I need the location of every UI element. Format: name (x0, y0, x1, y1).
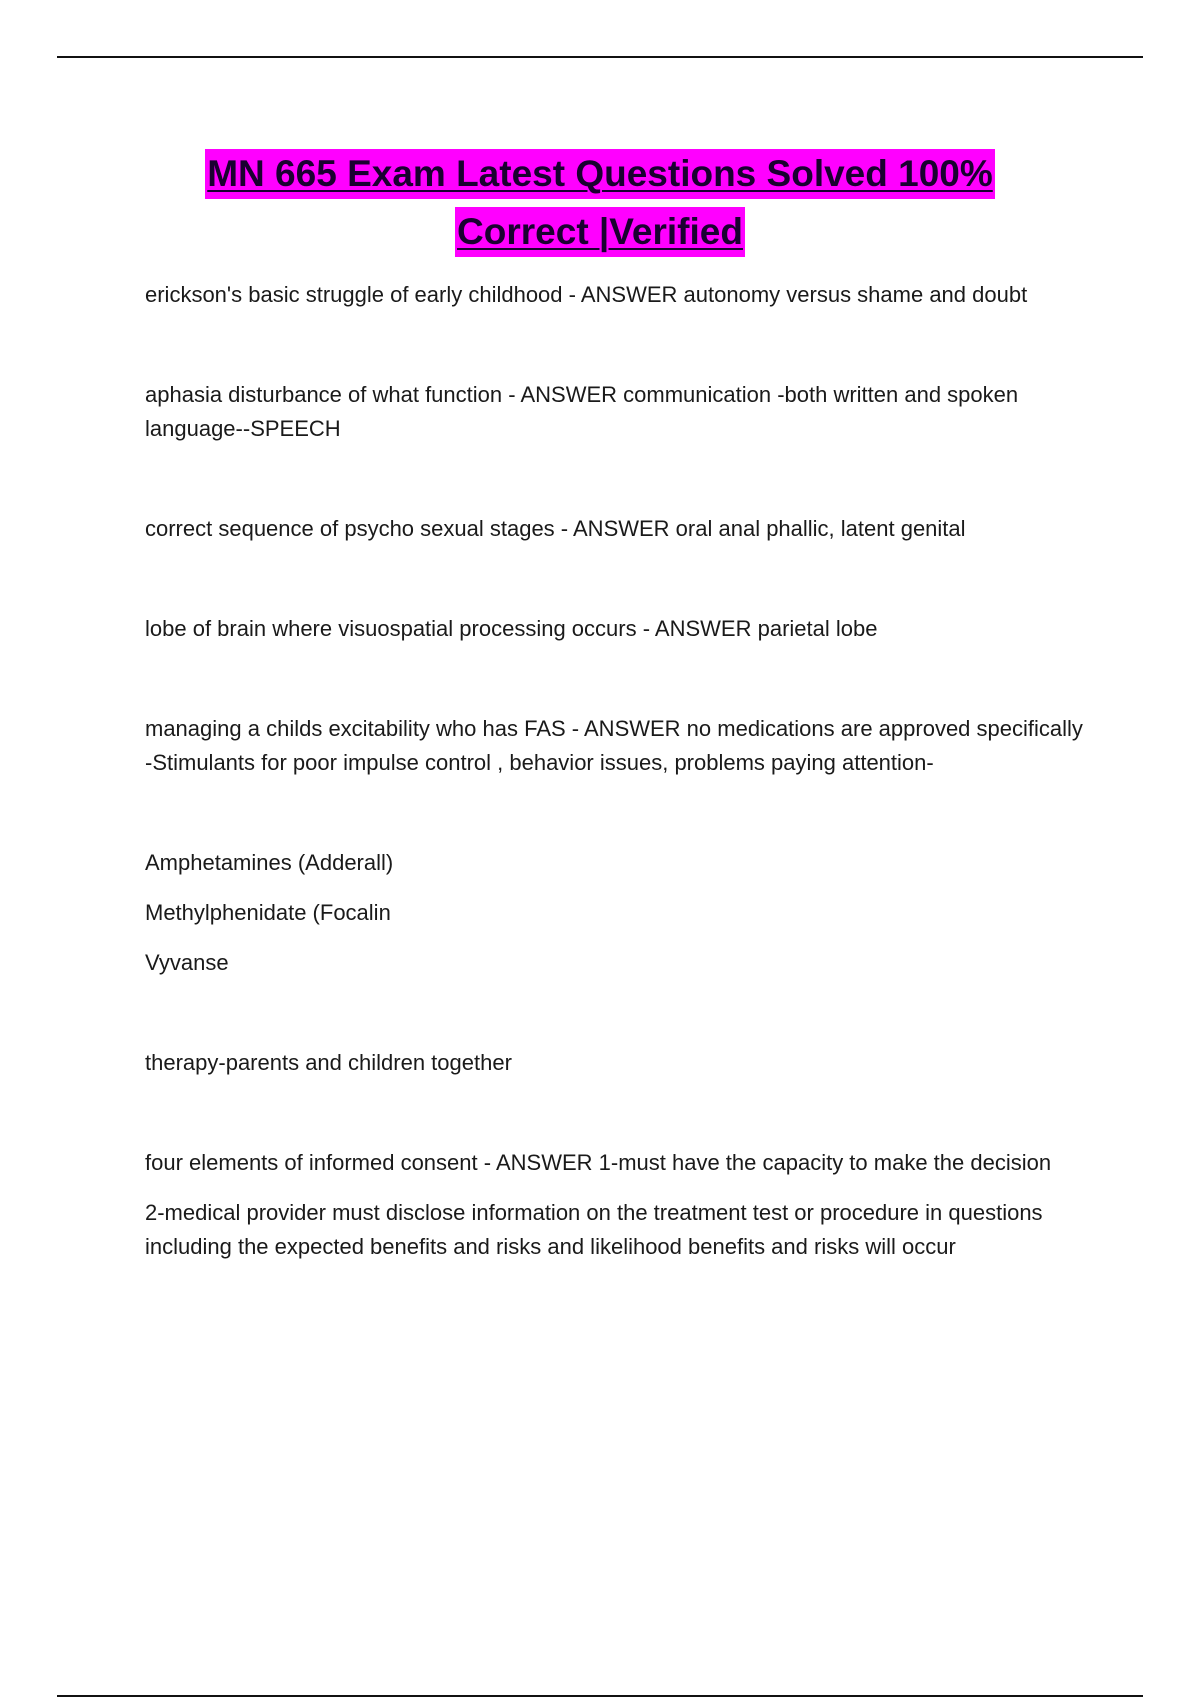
list-item: Vyvanse (145, 950, 229, 975)
qa-paragraph: aphasia disturbance of what function - ANSWER communication -both written and spoken language--SPEECH (145, 382, 1019, 441)
qa-paragraph: erickson's basic struggle of early childhood - ANSWER autonomy versus shame and doubt (145, 282, 1028, 307)
bottom-rule (57, 1695, 1143, 1697)
qa-paragraph: therapy-parents and children together (145, 1050, 512, 1075)
qa-paragraph: 2-medical provider must disclose information on the treatment test or procedure in questions including the expected benefits and risks and likelihood benefits and risks will occur (145, 1200, 1043, 1259)
title-line-1: MN 665 Exam Latest Questions Solved 100% (205, 149, 995, 199)
list-item: Methylphenidate (Focalin (145, 900, 391, 925)
list-item: Amphetamines (Adderall) (145, 850, 394, 875)
qa-paragraph: managing a childs excitability who has FAS - ANSWER no medications are approved specifically -Stimulants for poor impulse control , behavior issues, problems paying attention- (145, 716, 1083, 775)
document-body (145, 278, 1090, 1264)
title-line-2: Correct |Verified (455, 207, 745, 257)
qa-paragraph: correct sequence of psycho sexual stages - ANSWER oral anal phallic, latent genital (145, 516, 966, 541)
qa-paragraph: lobe of brain where visuospatial processing occurs - ANSWER parietal lobe (145, 616, 878, 641)
top-rule (57, 56, 1143, 58)
page-title (0, 145, 1200, 261)
qa-paragraph: four elements of informed consent - ANSWER 1-must have the capacity to make the decision (145, 1150, 1052, 1175)
